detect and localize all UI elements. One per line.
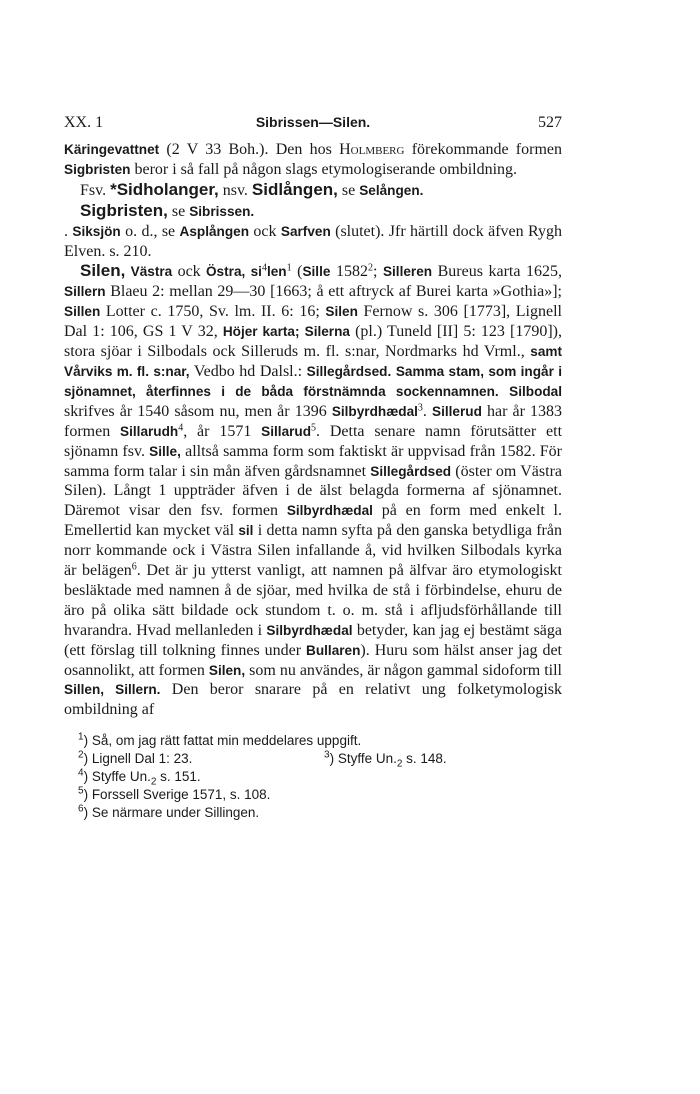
headword: Sidlången,: [251, 179, 338, 199]
footnote-mark: 2: [78, 749, 84, 761]
text: Silbyrdhædal: [266, 622, 353, 638]
entry-term: Käringevattnet: [64, 142, 160, 157]
text: har år 1383 formen: [64, 402, 563, 440]
text: Silerna: [304, 324, 350, 340]
text: Bureus karta 1625,: [432, 263, 562, 281]
text: (2 V 33 Boh.). Den hos: [159, 141, 340, 158]
text: Silbyrdhædal: [331, 403, 418, 419]
text: Silbodal: [509, 383, 563, 399]
footnote-mark: 4: [78, 767, 84, 779]
text: Sillern: [64, 284, 106, 300]
footnote-ref: 1: [286, 262, 292, 274]
text: Sillegårdsed.: [306, 363, 392, 379]
footnote-ref: 5: [311, 422, 317, 434]
entry-sidholanger: [64, 180, 562, 201]
text: . Det är ju ytterst vanligt, att namnen på älfvar äro etymologiskt besläktade med namnen å de sjöar, med hvilka de stå i förbindelse, ehuru de äro på olika sätt bildade ock stundom t. o. m. stå i afljudsförhållande till hvarandra. Hvad mellanleden i: [64, 562, 562, 639]
page-number: 527: [538, 114, 562, 131]
text: betyder, kan jag ej bestämt säga (ett förslag till tolkning finnes under: [64, 621, 563, 659]
footnote-3: $^3$) Styffe $Un._2$ s. 148.: [324, 749, 447, 770]
text: Silbyrdhædal: [286, 503, 373, 519]
text: se: [337, 181, 360, 199]
footnote-ref: 2: [367, 262, 373, 274]
footnote-6: $^6$) Se närmare under Sillingen.: [78, 803, 260, 821]
text: Silen: [325, 304, 358, 320]
footnote-mark: 5: [78, 785, 84, 797]
text: s. 151.: [156, 769, 201, 785]
text: Lignell Dal 1: 23.: [88, 751, 193, 767]
text: Sillarud: [261, 423, 312, 439]
text: skrifves år 1540 såsom nu, men år 1396: [64, 402, 332, 420]
text: sil: [238, 523, 254, 539]
cross-reference: Sibrissen.: [189, 203, 255, 219]
text: Fernow s. 306 [1773], Lignell Dal 1: 106, GS 1 V 32,: [64, 303, 562, 341]
text: Sillen: [64, 304, 101, 320]
text: . Detta senare namn förutsätter ett sjönamn fsv.: [64, 422, 563, 460]
text: 4: [261, 262, 267, 274]
text: [499, 383, 509, 400]
entries-text: [64, 140, 562, 720]
text: 2: [150, 776, 157, 788]
text: si: [250, 264, 262, 280]
footnote-1: $^1$) Så, om jag rätt fattat min meddelares uppgift.: [78, 731, 362, 749]
text: len: [266, 264, 287, 280]
text: Styffe Un.: [88, 769, 151, 785]
footnote-ref: 3: [417, 402, 423, 414]
text: Västra: [125, 264, 178, 280]
name-form: Sigbristen: [64, 161, 131, 177]
text: Vedbo hd Dalsl.:: [189, 362, 307, 380]
text: se: [167, 202, 190, 220]
text: Forssell Sverige 1571, s. 108.: [88, 787, 271, 803]
text: Sillegårdsed: [370, 463, 452, 479]
entry-silen: [64, 261, 562, 720]
text: Sille,: [149, 443, 181, 459]
footnote-4: $^4$) Styffe $Un._2$ s. 151.: [78, 767, 201, 788]
cross-reference: Sarfven: [280, 223, 331, 239]
footnote-row: [64, 750, 562, 768]
author-name: Holmberg: [339, 141, 405, 158]
text: .: [422, 402, 433, 420]
footnote-mark: 3: [324, 749, 330, 761]
text: på en form med enkelt l. Emellertid kan mycket väl: [64, 502, 562, 540]
text: Se närmare under Sillingen.: [88, 805, 260, 821]
entry-karingevattnet: [64, 140, 562, 180]
footnotes: [64, 732, 562, 822]
text: alltså samma form som faktiskt är uppvisad från 1582. För samma form talar i sin mån äfven gårdsnamnet: [64, 442, 562, 480]
text: Bullaren: [306, 642, 361, 658]
text: Sillarudh: [120, 423, 179, 439]
headword: *Sidholanger,: [110, 179, 219, 199]
text: ). Huru som hälst anser jag det osannolikt, att formen: [64, 641, 562, 679]
text: Blaeu 2: mellan 29—30 [1663; å ett aftryck af Burei karta »Gothia»];: [105, 283, 562, 301]
cross-reference: Asplången: [179, 223, 250, 239]
text: 1582: [330, 263, 368, 281]
text: i detta namn syfta på den ganska betydliga från norr kommande ock i Västra Silen infallande å, vid hvilken Silbodals kyrka är belägen: [64, 522, 562, 580]
text: samt Vårviks m. fl. s:nar,: [64, 344, 562, 379]
text: , år 1571: [183, 422, 262, 440]
text: Så, om jag rätt fattat min meddelares uppgift.: [88, 733, 362, 749]
book-page: [64, 114, 562, 822]
text: 2: [396, 758, 403, 770]
entry-siksjon: [64, 222, 562, 262]
headword: Sigbristen,: [80, 200, 168, 220]
text: ock: [249, 222, 281, 240]
footnote-mark: 1: [78, 731, 84, 743]
text: Den beror snarare på en relativt ung folketymologisk ombildning af: [64, 681, 562, 719]
text: Samma stam, som ingår i sjönamnet, återfinnes i de båda förstnämnda sockennamnen.: [64, 363, 562, 399]
headword: Siksjön: [72, 223, 121, 239]
footnote-mark: 6: [78, 803, 84, 815]
text: (öster om Västra Silen). Långt 1 uppträder äfven i de älst belagda formerna af sjönamnet. Däremot visar den fsv. formen: [64, 462, 563, 520]
running-header: [64, 114, 562, 140]
headword: Silen,: [80, 261, 126, 281]
text: nsv.: [218, 181, 252, 199]
running-title: Sibrissen—Silen.: [255, 114, 371, 130]
text: Sille: [302, 264, 331, 280]
text: ock: [177, 263, 201, 281]
footnote-ref: 4: [178, 422, 184, 434]
cross-reference: Selången.: [359, 182, 424, 198]
footnote-2: $^2$) Lignell Dal 1: 23.: [78, 749, 193, 767]
text: o. d., se: [120, 222, 180, 240]
section-label: XX. 1: [64, 114, 104, 131]
text: Lotter c. 1750, Sv. lm. II. 6: 16;: [100, 303, 326, 321]
text: Styffe Un.: [334, 751, 397, 767]
text: som nu användes, är någon gammal sidoform till: [245, 661, 563, 679]
text: .: [64, 222, 73, 240]
text: Silen,: [208, 662, 246, 678]
footnote-5: $^5$) Forssell Sverige 1571, s. 108.: [78, 785, 271, 803]
text: Sillerud: [432, 403, 482, 419]
text: Höjer karta;: [222, 324, 300, 340]
text: s. 148.: [402, 751, 447, 767]
text: Sillen, Sillern.: [64, 682, 161, 698]
text: (slutet). Jfr härtill dock äfven Rygh Elven. s. 210.: [64, 222, 563, 260]
text: ;: [372, 263, 383, 281]
text: (pl.) Tuneld [II] 5: 123 [1790]), stora sjöar i Silbodals ock Silleruds m. fl. s:nar, Nordmarks hd Vrml.,: [64, 323, 563, 361]
text: Östra,: [200, 264, 251, 280]
text: beror i så fall på någon slags etymologiserande ombildning.: [130, 160, 518, 178]
text: Fsv.: [80, 181, 111, 199]
text: förekommande formen: [404, 141, 563, 158]
footnote-ref: 6: [131, 561, 137, 573]
text: Silleren: [382, 264, 433, 280]
text: (: [291, 263, 303, 281]
entry-sigbristen: [64, 201, 562, 222]
